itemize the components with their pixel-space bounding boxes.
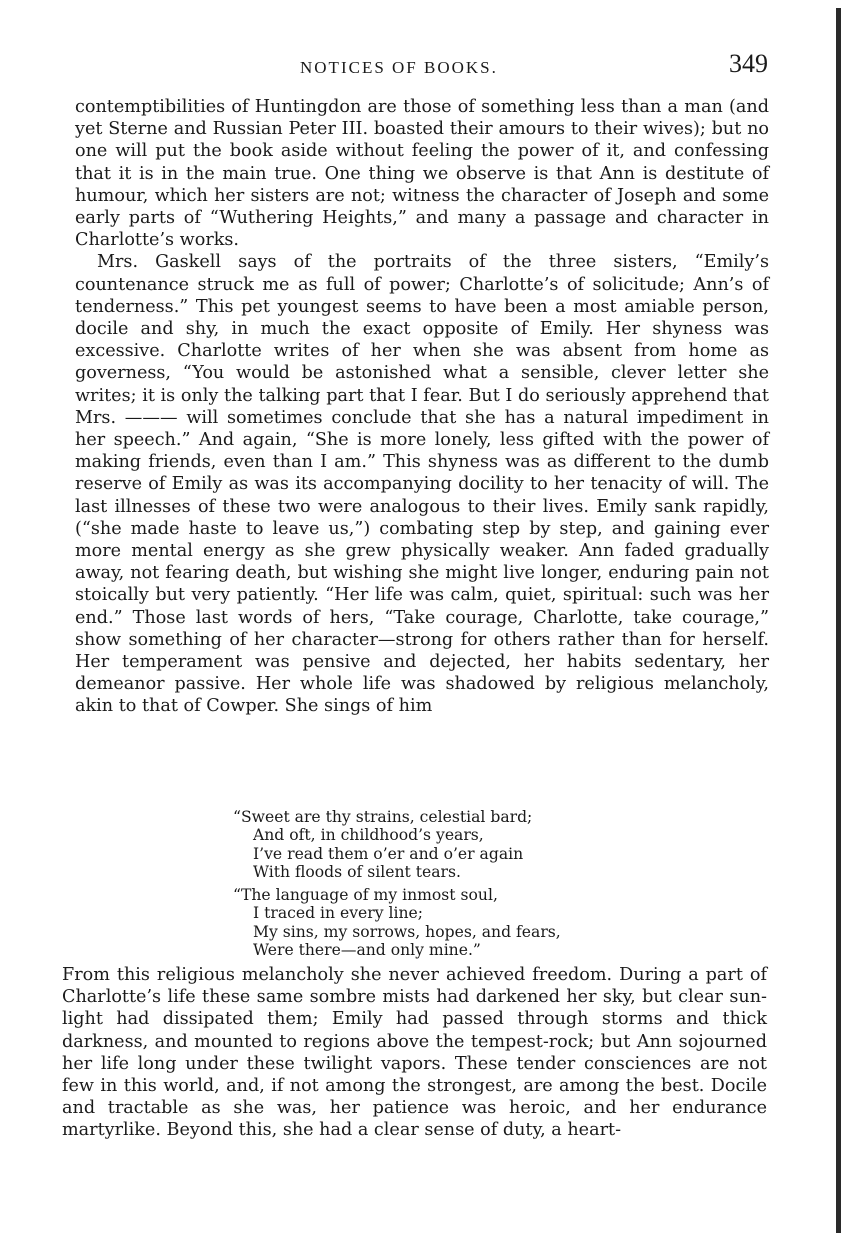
closing-text [62,964,767,1142]
page-header [0,48,843,80]
running-title: NOTICES OF BOOKS. [300,58,498,77]
verse-line: With floods of silent tears. [253,863,461,882]
paragraph-3: From this religious melancholy she never achieved freedom. During a part of Charlotte’s life these same sombre mists had darkened her sky, but clear sun-light had dissipated them; Emily had passed through storms and thick darkness, and mounted to regions above the tempest-rock; but Ann sojourned her life long under these twilight vapors. These tender consciences are not few in this world, and, if not among the strongest, are among the best. Docile and tractable as she was, her patience was heroic, and her endurance martyrlike. Beyond this, she had a clear sense of duty, a heart- [62,965,767,1141]
verse-line: And oft, in childhood’s years, [253,826,484,845]
page-number: 349 [729,49,768,78]
verse-line: My sins, my sorrows, hopes, and fears, [253,922,561,941]
page-edge-shadow [836,8,841,1233]
verse-line: Were there—and only mine.” [253,941,481,960]
verse-stanza-1 [233,808,653,882]
verse-line: “The language of my inmost soul, [233,886,498,904]
verse-line: “Sweet are thy strains, celestial bard; [233,808,533,826]
paragraph-2: Mrs. Gaskell says of the portraits of the three sisters, “Emily’s countenance struck me as full of power; Charlotte’s of solicitude; Ann’s of tenderness.” This pet youngest seems to have been a most amiable person, docile and shy, in much the exact opposite of Emily. Her shyness was excessive. Charlotte writes of her when she was absent from home as governess, “You would be astonished what a sensible, clever letter she writes; it is only the talking part that I fear. But I do seriously apprehend that Mrs. ——— will sometimes conclude that she has a natural impediment in her speech.” And again, “She is more lonely, less gifted with the power of making friends, even than I am.” This shyness was as different to the dumb reserve of Emily as was its accompanying docility to her tenacity of will. The last illnesses of these two were analogous to their lives. Emily sank rapidly, (“she made haste to leave us,”) combating step by step, and gaining ever more mental energy as she grew physically weaker. Ann faded gradually away, not fearing death, but wishing she might live longer, enduring pain not stoically but very patiently. “Her life was calm, quiet, spiritual: such was her end.” Those last words of hers, “Take courage, Charlotte, take courage,” show something of her character—strong for others rather than for herself. Her temperament was pensive and dejected, her habits sedentary, her demeanor passive. Her whole life was shadowed by religious melancholy, akin to that of Cowper. She sings of him [75,252,769,717]
verse-line: I traced in every line; [253,904,424,923]
verse-stanza-2 [233,886,653,960]
paragraph-1: contemptibilities of Huntingdon are those of something less than a man (and yet Sterne and Russian Peter III. boasted their amours to their wives); but no one will put the book aside without feeling the power of it, and confessing that it is in the main true. One thing we observe is that Ann is destitute of humour, which her sisters are not; witness the character of Joseph and some early parts of “Wuthering Heights,” and many a passage and character in Charlotte’s works. [75,97,769,251]
main-text [75,96,769,718]
verse-line: I’ve read them o’er and o’er again [253,844,524,863]
